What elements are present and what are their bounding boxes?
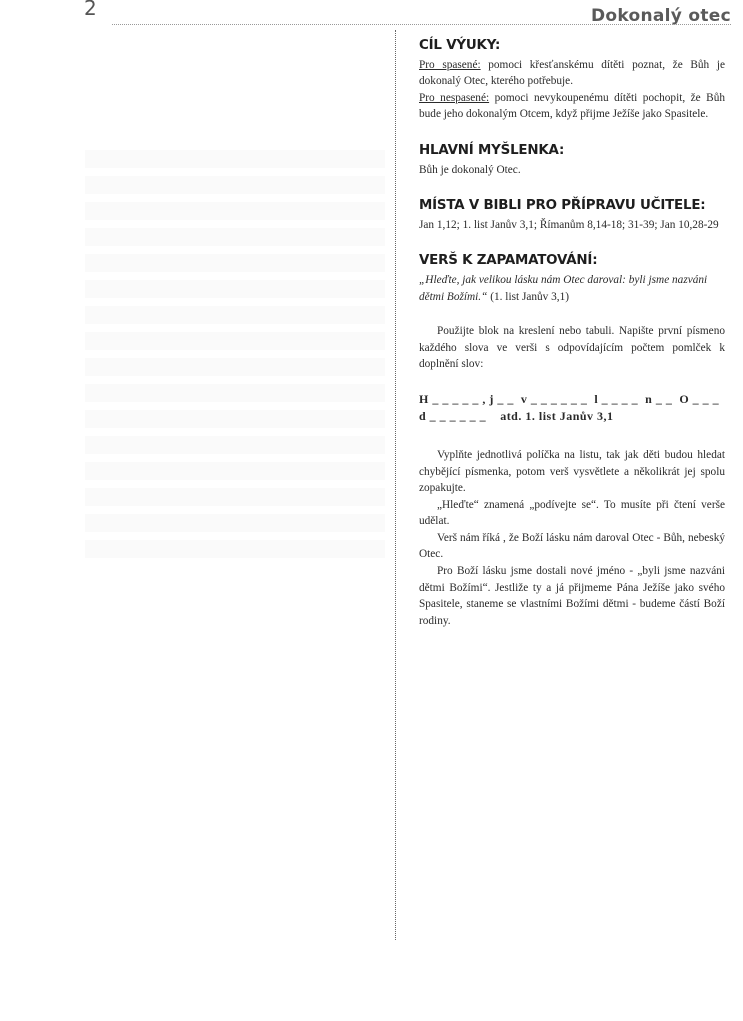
- spaseny-label: Pro spasené:: [419, 58, 481, 71]
- vers-para-4: Pro Boží lásku jsme dostali nové jméno - „byli jsme nazváni dětmi Božími“. Jestliže ty a já přijmeme Pána Ježíše jako svého Spasitele, staneme se vlastními Božími dětmi - budeme částí Boží rodiny.: [419, 565, 725, 627]
- cil-heading: CÍL VÝUKY:: [419, 38, 501, 53]
- mista-heading: MÍSTA V BIBLI PRO PŘÍPRAVU UČITELE:: [419, 198, 706, 214]
- vers-instructions: Použijte blok na kreslení nebo tabuli. Napište první písmeno každého slova ve verši s odpovídajícím počtem pomlček k doplnění slov:: [419, 325, 725, 371]
- vers-heading: VERŠ K ZAPAMATOVÁNÍ:: [419, 253, 598, 269]
- puzzle-line-2-text: d _ _ _ _ _ _: [419, 408, 487, 423]
- vers-quote-line: [419, 272, 725, 305]
- vers-para-3: Verš nám říká , že Boží lásku nám daroval Otec - Bůh, nebeský Otec.: [419, 531, 725, 561]
- myslenka-text: Bůh je dokonalý Otec.: [419, 163, 521, 176]
- vers-quote: „Hleďte, jak velikou lásku nám Otec daroval: byli jsme nazváni dětmi Božími.“: [419, 273, 708, 303]
- vers-para-1: Vyplňte jednotlivá políčka na listu, tak jak děti budou hledat chybějící písmenka, potom verš vysvětlete a několikrát jej spolu zopakujte.: [419, 448, 725, 495]
- vers-para-2: „Hleďte“ znamená „podívejte se“. To musíte při čtení verše udělat.: [419, 498, 725, 528]
- verse-puzzle: [419, 391, 725, 425]
- page-number: 2: [84, 0, 97, 20]
- puzzle-reference: atd. 1. list Janův 3,1: [500, 408, 614, 423]
- myslenka-heading: HLAVNÍ MYŠLENKA:: [419, 142, 565, 158]
- spaseny-text: pomoci křesťanskému dítěti poznat, že Bůh je dokonalý Otec, kterého potřebuje.: [419, 58, 725, 88]
- puzzle-line-2: [419, 408, 725, 425]
- section-hlavni-myslenka: [419, 143, 725, 178]
- mista-text: Jan 1,12; 1. list Janův 3,1; Římanům 8,14-18; 31-39; Jan 10,28-29: [419, 218, 719, 231]
- cil-spaseny: [419, 57, 725, 90]
- running-title: Dokonalý otec: [590, 6, 731, 26]
- section-cil-vyuky: [419, 38, 725, 123]
- cil-nespaseny: [419, 90, 725, 123]
- nespaseny-label: Pro nespasené:: [419, 91, 490, 104]
- column-divider: [395, 30, 396, 940]
- lesson-content: [419, 38, 725, 629]
- top-divider: [112, 24, 731, 25]
- faded-background-text: [85, 150, 385, 560]
- section-vers: [419, 253, 725, 629]
- vers-reference: (1. list Janův 3,1): [487, 290, 570, 303]
- nespaseny-text: pomoci nevykoupenému dítěti pochopit, že Bůh bude jeho dokonalým Otcem, když přijme Ježíše jako Spasitele.: [419, 91, 725, 121]
- section-mista-v-bibli: [419, 198, 725, 233]
- puzzle-line-1: H _ _ _ _ _ , j _ _ v _ _ _ _ _ _ l _ _ _ _ n _ _ O _ _ _: [419, 391, 720, 406]
